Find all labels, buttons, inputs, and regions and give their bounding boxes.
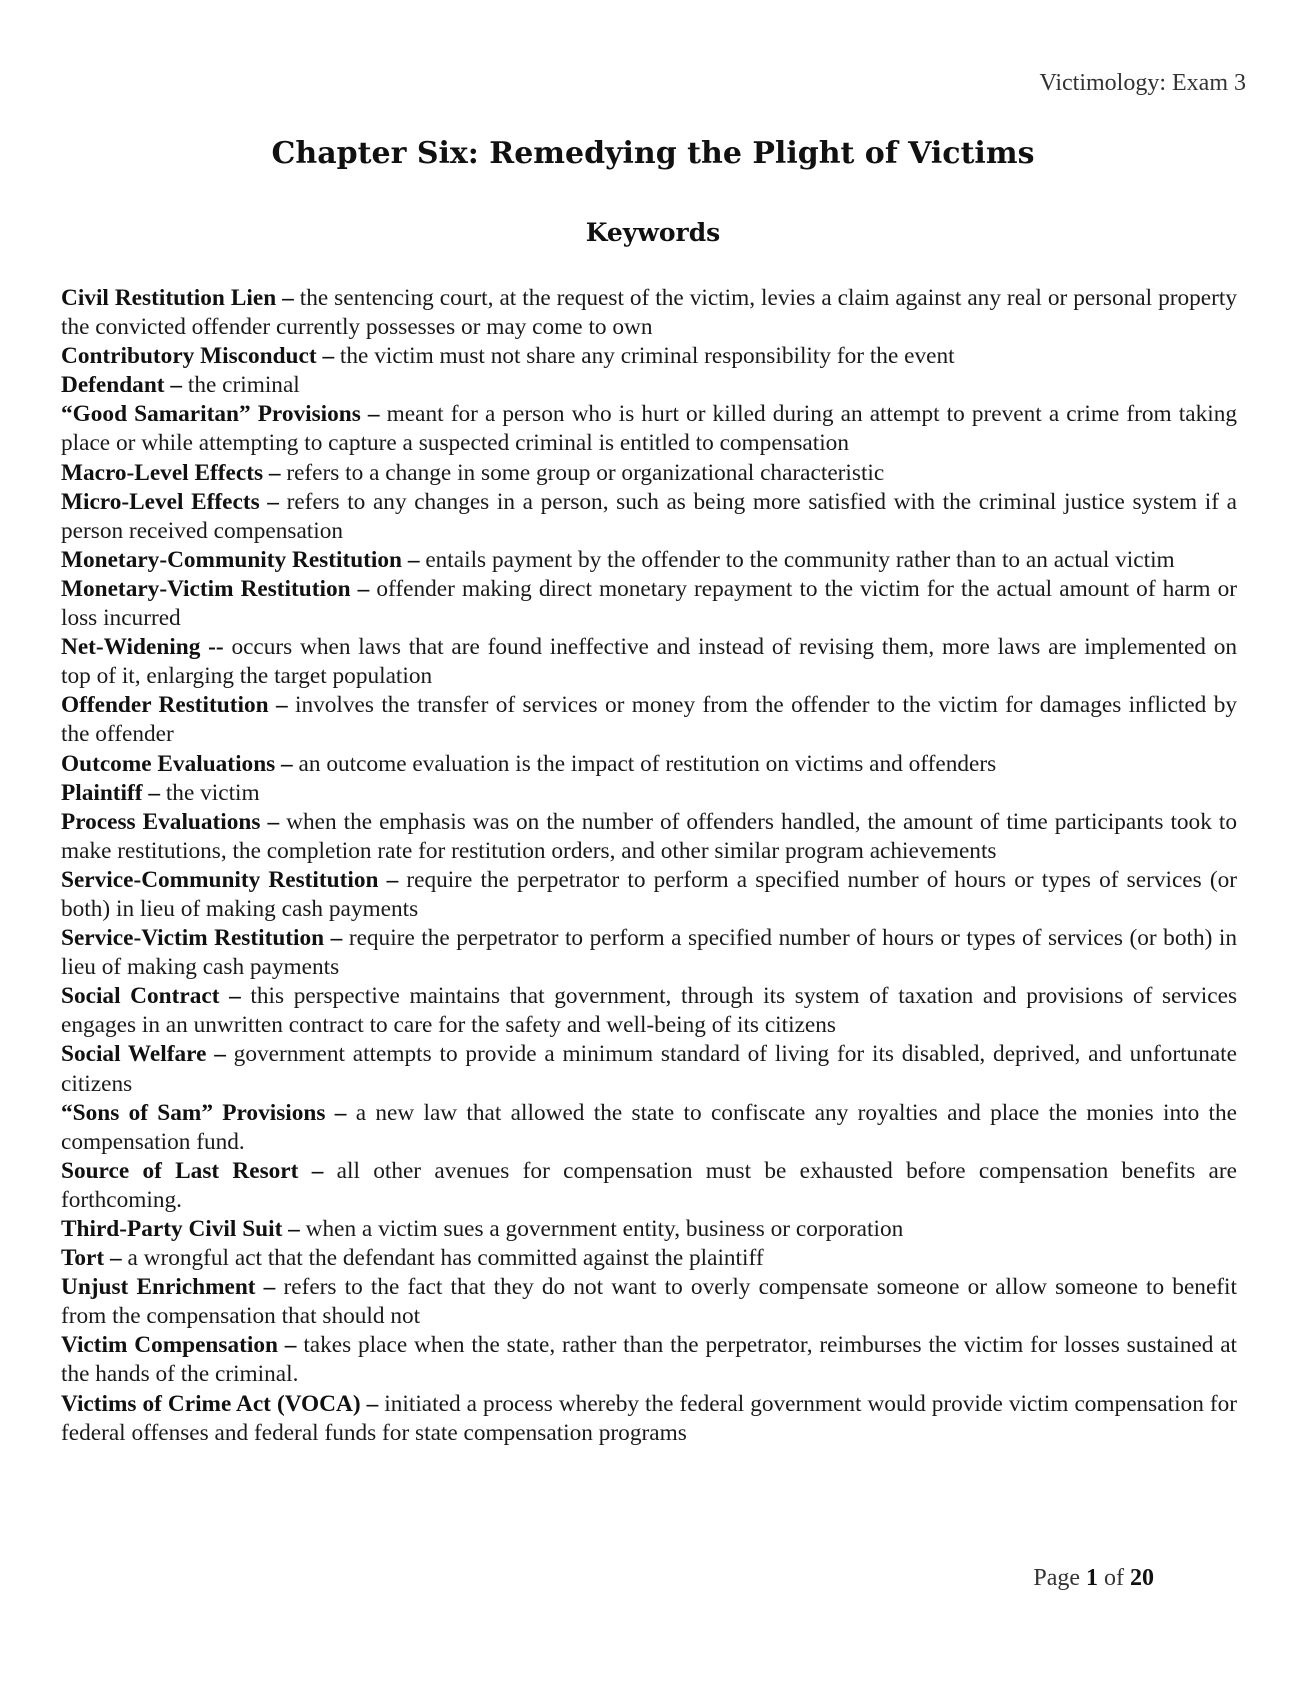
keyword-separator: – [268,692,295,719]
keyword-term: Defendant [61,372,165,399]
keyword-definition: entails payment by the offender to the community rather than to an actual victim [425,546,1175,573]
keyword-term: Service-Victim Restitution [61,925,325,952]
keyword-term: Third-Party Civil Suit [61,1216,283,1242]
keyword-separator: – [350,575,377,602]
keyword-definition: refers to the fact that they do not want to overly compensate someone or allow someone to benefit from the compensation that should not [61,1274,1237,1330]
keyword-separator: – [275,750,299,777]
keyword-entry [61,633,1237,691]
keyword-entry [61,575,1237,633]
keyword-separator: – [276,285,300,311]
page-total: 20 [1130,1565,1154,1591]
keyword-entry [61,691,1237,749]
keyword-separator: -- [200,634,232,661]
keyword-term: Monetary-Community Restitution [61,546,403,573]
keyword-separator: – [255,1274,284,1301]
keyword-entry [61,546,1237,575]
page-label: Page [1033,1565,1080,1591]
keyword-separator: – [316,343,340,370]
keyword-term: Contributory Misconduct [61,343,317,370]
keyword-term: Offender Restitution [61,692,269,719]
keyword-entry [61,1390,1237,1448]
keyword-separator: – [259,488,287,515]
keyword-term: Net-Widening [61,634,201,661]
keyword-entry [61,1157,1237,1215]
keyword-entry [61,1244,1237,1273]
keyword-entry [61,1273,1237,1331]
keyword-term: Plaintiff [61,779,143,806]
keyword-separator: – [360,401,387,428]
keyword-entry [61,1215,1237,1244]
keyword-separator: – [402,546,426,573]
keyword-term: “Sons of Sam” Provisions [61,1099,326,1126]
keyword-definition: refers to any changes in a person, such as being more satisfied with the criminal justice system if a person received compensation [61,488,1237,544]
keyword-entry [61,924,1237,982]
page-of-label: of [1104,1565,1124,1591]
keyword-definition: when a victim sues a government entity, business or corporation [305,1216,904,1242]
keyword-entry [61,284,1237,342]
keyword-glossary [61,284,1237,1448]
keyword-entry [61,982,1237,1040]
keyword-separator: – [298,1157,337,1184]
keyword-definition: the victim [165,779,260,806]
keyword-definition: a wrongful act that the defendant has committed against the plaintiff [127,1245,764,1272]
keyword-term: Outcome Evaluations [61,750,276,777]
keyword-definition: the sentencing court, at the request of the victim, levies a claim against any real or personal property the convicted offender currently possesses or may come to own [61,285,1238,341]
page-number [1033,1565,1154,1592]
keyword-entry [61,1040,1237,1098]
keyword-entry [61,459,1237,488]
keyword-term: Process Evaluations [61,808,261,835]
keyword-separator: – [260,808,287,835]
keyword-entry [61,488,1237,546]
chapter-title: Chapter Six: Remedying the Plight of Victims [271,136,1035,171]
keyword-definition: initiated a process whereby the federal government would provide victim compensation for federal offenses and federal funds for state compensation programs [61,1390,1238,1446]
keyword-entry [61,750,1237,779]
keyword-entry [61,342,1237,371]
keyword-entry [61,779,1237,808]
keyword-term: Tort [61,1245,105,1272]
keyword-separator: – [360,1390,385,1417]
keyword-definition: the victim must not share any criminal responsibility for the event [339,343,955,370]
keyword-definition: refers to a change in some group or organizational characteristic [286,459,885,486]
keyword-definition: involves the transfer of services or money from the offender to the victim for damages inflicted by the offender [61,692,1237,748]
keyword-definition: takes place when the state, rather than the perpetrator, reimburses the victim for losses sustained at the hands of the criminal. [61,1332,1238,1388]
keywords-heading: Keywords [585,218,721,247]
keyword-separator: – [206,1041,234,1068]
keyword-separator: – [104,1245,128,1272]
keyword-separator: – [219,983,251,1010]
keyword-entry [61,371,1237,400]
keyword-separator: – [277,1332,304,1359]
keyword-separator: – [263,459,287,486]
keyword-entry [61,1099,1237,1157]
keyword-definition: require the perpetrator to perform a specified number of hours or types of services (or both) in lieu of making cash payments [61,866,1237,922]
keyword-definition: an outcome evaluation is the impact of restitution on victims and offenders [298,750,997,777]
keyword-definition: the criminal [187,372,300,399]
keyword-definition: require the perpetrator to perform a specified number of hours or types of services (or both) in lieu of making cash payments [61,925,1237,981]
keyword-term: Micro-Level Effects [61,488,260,515]
keyword-definition: government attempts to provide a minimum standard of living for its disabled, deprived, and unfortunate citizens [61,1041,1237,1097]
keyword-term: Unjust Enrichment [61,1274,256,1301]
keyword-term: Victims of Crime Act (VOCA) [61,1390,361,1417]
keyword-term: Macro-Level Effects [61,459,264,486]
keyword-separator: – [325,1099,356,1126]
keyword-term: Victim Compensation [61,1332,278,1359]
keyword-definition: this perspective maintains that government, through its system of taxation and provisions of services engages in an unwritten contract to care for the safety and well-being of its citizens [61,983,1238,1039]
keyword-definition: offender making direct monetary repayment to the victim for the actual amount of harm or loss incurred [61,575,1238,632]
keyword-term: Monetary-Victim Restitution [61,575,351,602]
keyword-definition: when the emphasis was on the number of offenders handled, the amount of time participants took to make restitutions, the completion rate for restitution orders, and other similar program achievements [61,808,1237,864]
keyword-entry [61,808,1237,866]
keyword-term: Civil Restitution Lien [61,285,277,311]
keyword-term: Social Welfare [61,1041,207,1068]
keyword-term: “Good Samaritan” Provisions [61,401,361,428]
keyword-separator: – [142,779,166,806]
keyword-entry [61,400,1237,458]
keyword-separator: – [324,925,349,952]
keyword-term: Source of Last Resort [61,1157,299,1184]
running-header: Victimology: Exam 3 [1039,70,1246,96]
keyword-entry [61,1331,1237,1389]
page-current: 1 [1086,1565,1098,1591]
keyword-entry [61,866,1237,924]
keyword-definition: occurs when laws that are found ineffective and instead of revising them, more laws are implemented on top of it, enlarging the target population [61,634,1237,690]
keyword-separator: – [282,1216,306,1242]
keyword-term: Social Contract [61,983,220,1010]
keyword-definition: meant for a person who is hurt or killed during an attempt to prevent a crime from taking place or while attempting to capture a suspected criminal is entitled to compensation [61,401,1237,457]
keyword-definition: all other avenues for compensation must be exhausted before compensation benefits are forthcoming. [61,1157,1238,1213]
keyword-separator: – [378,866,407,893]
keyword-separator: – [164,372,188,399]
keyword-definition: a new law that allowed the state to confiscate any royalties and place the monies into the compensation fund. [61,1099,1237,1155]
keyword-term: Service-Community Restitution [61,866,379,893]
